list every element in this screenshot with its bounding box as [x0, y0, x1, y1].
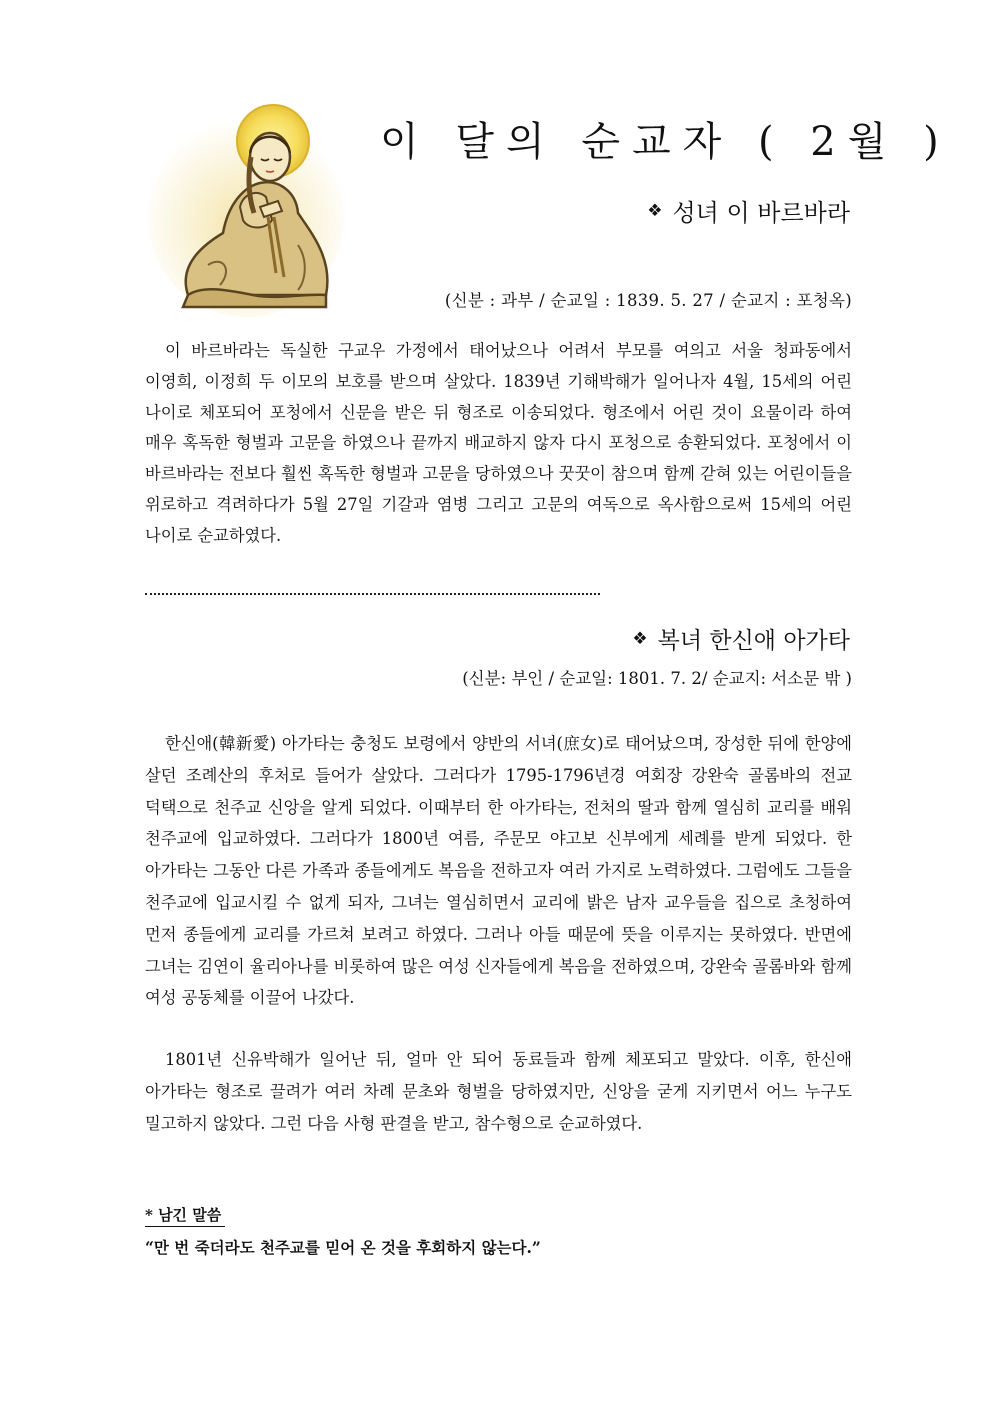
dotted-divider [145, 593, 600, 595]
diamond-bullet-icon: ❖ [632, 628, 648, 649]
saint2-biography-paragraph-2: 1801년 신유박해가 일어난 뒤, 얼마 안 되어 동료들과 함께 체포되고 말았다. 이후, 한신애 아가타는 형조로 끌려가 여러 차례 문초와 형벌을 당하였지만, 신앙을 굳게 지키면서 어느 누구도 밀고하지 않았다. 그런 다음 사형 판결을 받고, 참수형으로 순교하였다. [145, 1050, 852, 1133]
saint1-info: (신분 : 과부 / 순교일 : 1839. 5. 27 / 순교지 : 포청옥) [444, 291, 852, 310]
saint1-name: 성녀 이 바르바라 [672, 199, 850, 227]
saint1-biography: 이 바르바라는 독실한 구교우 가정에서 태어났으나 어려서 부모를 여의고 서울 청파동에서 이영희, 이정희 두 이모의 보호를 받으며 살았다. 1839년 기해박해가 일어나자 4월, 15세의 어린 나이로 체포되어 포청에서 신문을 받은 뒤 형조로 이송되었다. 형조에서 어린 것이 요물이라 하여 매우 혹독한 형벌과 고문을 하였으나 끝까지 배교하지 않자 다시 포청으로 송환되었다. 포청에서 이 바르바라는 전보다 훨씬 혹독한 형벌과 고문을 당하였으나 꿋꿋이 참으며 함께 갇혀 있는 어린이들을 위로하고 격려하다가 5월 27일 기갈과 염병 그리고 고문의 여독으로 옥사함으로써 15세의 어린 나이로 순교하였다. [145, 341, 852, 545]
saint1-heading [647, 193, 850, 228]
quote-text: “만 번 죽더라도 천주교를 믿어 온 것을 후회하지 않는다.” [145, 1238, 541, 1257]
quote-label: * 남긴 말씀 [145, 1204, 225, 1227]
kneeling-saint-illustration [148, 95, 348, 317]
saint2-info: (신분: 부인 / 순교일: 1801. 7. 2/ 순교지: 서소문 밖 ) [462, 669, 852, 688]
saint2-heading [632, 622, 850, 655]
diamond-bullet-icon: ❖ [647, 200, 663, 221]
saint2-name: 복녀 한신애 아가타 [657, 628, 850, 654]
page-title: 이 달의 순교자 ( 2월 ) [380, 119, 951, 165]
saint2-biography-paragraph-1: 한신애(韓新愛) 아가타는 충청도 보령에서 양반의 서녀(庶女)로 태어났으며, 장성한 뒤에 한양에 살던 조례산의 후처로 들어가 살았다. 그러다가 1795-1796년경 여회장 강완숙 골롬바의 전교 덕택으로 천주교 신앙을 알게 되었다. 이때부터 한 아가타는, 전처의 딸과 함께 열심히 교리를 배워 천주교에 입교하였다. 그러다가 1800년 여름, 주문모 야고보 신부에게 세례를 받게 되었다. 한 아가타는 그동안 다른 가족과 종들에게도 복음을 전하고자 여러 가지로 노력하였다. 그럼에도 그들을 천주교에 입교시킬 수 없게 되자, 그녀는 열심히면서 교리에 밝은 남자 교우들을 집으로 초청하여 먼저 종들에게 교리를 가르쳐 보려고 하였다. 그러나 아들 때문에 뜻을 이루지는 못하였다. 반면에 그녀는 김연이 율리아나를 비롯하여 많은 여성 신자들에게 복음을 전하였으며, 강완숙 골롬바와 함께 여성 공동체를 이끌어 나갔다. [145, 734, 852, 1008]
